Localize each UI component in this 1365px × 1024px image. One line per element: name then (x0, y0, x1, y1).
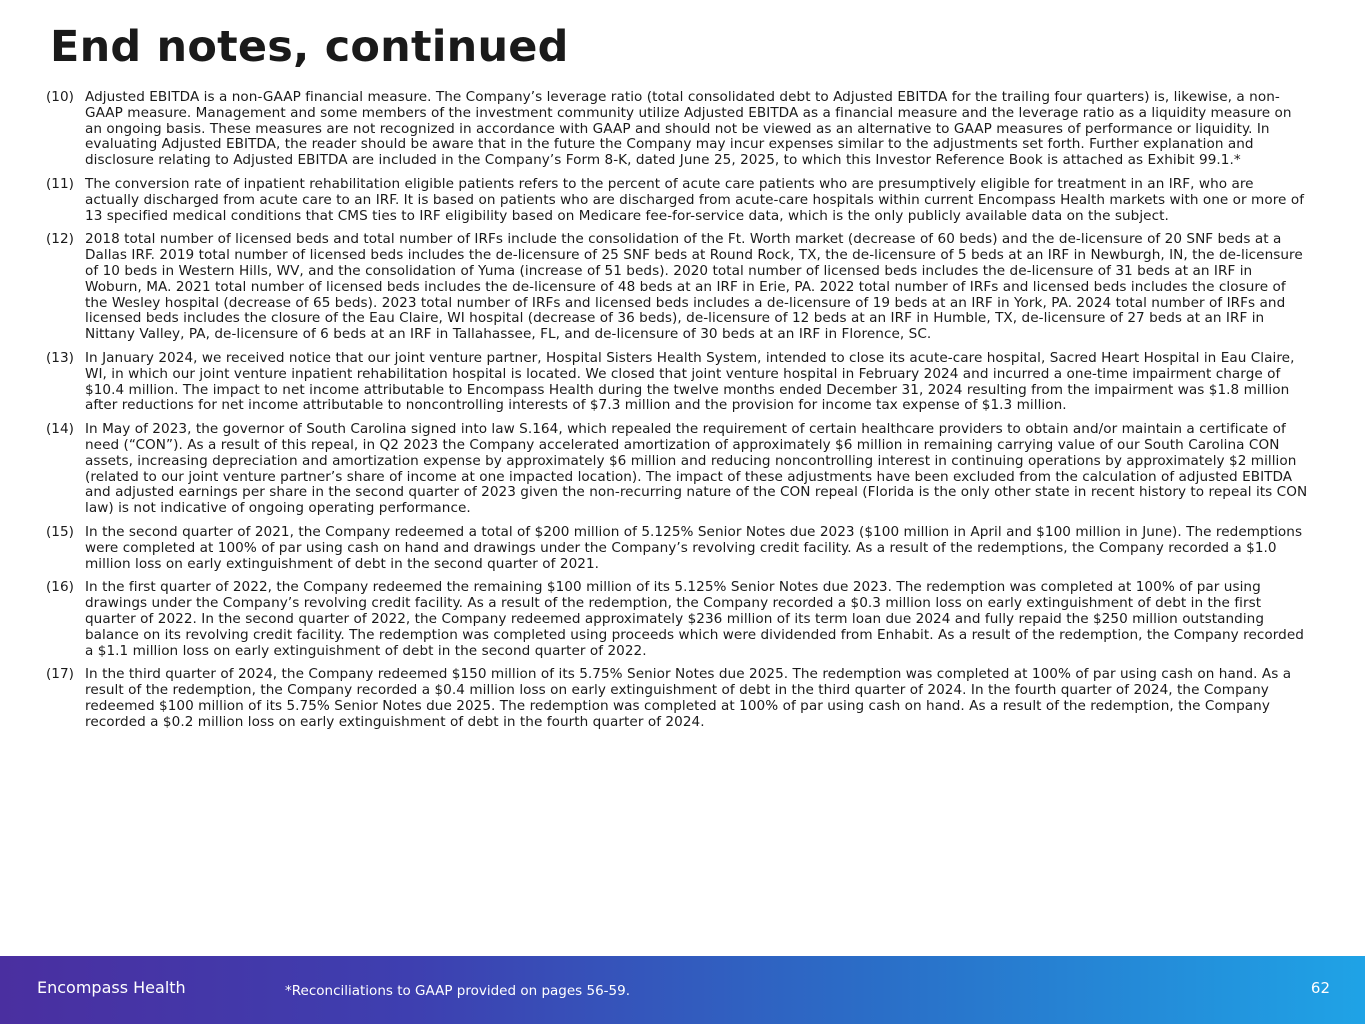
note-text: Adjusted EBITDA is a non-GAAP financial measure. The Company’s leverage ratio (total consolidated debt to Adjusted EBITDA for the trailing four quarters) is, likewise, a non-GAAP measure. Management and some members of the investment community utilize Adjusted EBITDA as a financial measure and the leverage ratio as a liquidity measure on an ongoing basis. These measures are not recognized in accordance with GAAP and should not be viewed as an alternative to GAAP measures of performance or liquidity. In evaluating Adjusted EBITDA, the reader should be aware that in the future the Company may incur expenses similar to the adjustments set forth. Further explanation and disclosure relating to Adjusted EBITDA are included in the Company’s Form 8-K, dated June 25, 2025, to which this Investor Reference Book is attached as Exhibit 99.1.* (85, 89, 1292, 169)
note-number: (12) (46, 231, 74, 248)
note-text: The conversion rate of inpatient rehabilitation eligible patients refers to the percent of acute care patients who are presumptively eligible for treatment in an IRF, who are actually discharged from acute care to an IRF. It is based on patients who are discharged from acute-care hospitals within current Encompass Health markets with one or more of 13 specified medical conditions that CMS ties to IRF eligibility based on Medicare fee-for-service data, which is the only publicly available data on the subject. (85, 175, 1305, 224)
note-number: (10) (46, 89, 74, 105)
note-text: In the second quarter of 2021, the Company redeemed a total of $200 million of 5.125% Senior Notes due 2023 ($100 million in April and $100 million in June). The redemptions were completed at 100% of par using cash on hand and drawings under the Company’s revolving credit facility. As a result of the redemptions, the Company recorded a $1.0 million loss on early extinguishment of debt in the second quarter of 2021. (85, 523, 1303, 572)
end-notes-list (46, 90, 1312, 738)
end-note-16 (46, 580, 1312, 659)
brand-name: Encompass Health (37, 978, 186, 997)
end-note-15 (46, 525, 1312, 572)
note-text: In the first quarter of 2022, the Company redeemed the remaining $100 million of its 5.125% Senior Notes due 2023. The redemption was completed at 100% of par using drawings under the Company’s revolving credit facility. As a result of the redemption, the Company recorded a $0.3 million loss on early extinguishment of debt in the first quarter of 2022. In the second quarter of 2022, the Company redeemed approximately $236 million of its term loan due 2024 and fully repaid the $250 million outstanding balance on its revolving credit facility. The redemption was completed using proceeds which were dividended from Enhabit. As a result of the redemption, the Company recorded a $1.1 million loss on early extinguishment of debt in the second quarter of 2022. (85, 579, 1304, 659)
note-number: (11) (46, 175, 74, 192)
page-number: 62 (1310, 979, 1330, 997)
end-note-17 (46, 667, 1312, 730)
note-number: (15) (46, 523, 74, 540)
note-number: (13) (46, 349, 74, 366)
note-text: In May of 2023, the governor of South Carolina signed into law S.164, which repealed the requirement of certain healthcare providers to obtain and/or maintain a certificate of need (“CON”). As a result of this repeal, in Q2 2023 the Company accelerated amortization of approximately $6 million in remaining carrying value of our South Carolina CON assets, increasing depreciation and amortization expense by approximately $6 million and reducing noncontrolling interest in continuing operations by approximately $2 million (related to our joint venture partner’s share of income at one impacted location). The impact of these adjustments have been excluded from the calculation of adjusted EBITDA and adjusted earnings per share in the second quarter of 2023 given the non-recurring nature of the CON repeal (Florida is the only other state in recent history to repeal its CON law) is not indicative of ongoing operating performance. (85, 421, 1308, 517)
note-number: (16) (46, 579, 74, 596)
note-number: (17) (46, 666, 74, 683)
end-note-11 (46, 177, 1312, 224)
gaap-footnote: *Reconciliations to GAAP provided on pages 56-59. (285, 983, 631, 999)
end-note-13 (46, 351, 1312, 414)
note-number: (14) (46, 421, 74, 438)
end-note-10 (46, 90, 1312, 169)
note-text: In January 2024, we received notice that our joint venture partner, Hospital Sisters Health System, intended to close its acute-care hospital, Sacred Heart Hospital in Eau Claire, WI, in which our joint venture inpatient rehabilitation hospital is located. We closed that joint venture hospital in February 2024 and incurred a one-time impairment charge of $10.4 million. The impact to net income attributable to Encompass Health during the twelve months ended December 31, 2024 resulting from the impairment was $1.8 million after reductions for net income attributable to noncontrolling interests of $7.3 million and the provision for income tax expense of $1.3 million. (85, 349, 1295, 414)
page-title: End notes, continued (50, 22, 569, 72)
note-text: 2018 total number of licensed beds and total number of IRFs include the consolidation of the Ft. Worth market (decrease of 60 beds) and the de-licensure of 20 SNF beds at a Dallas IRF. 2019 total number of licensed beds includes the de-licensure of 25 SNF beds at Round Rock, TX, the de-licensure of 5 beds at an IRF in Newburgh, IN, the de-licensure of 10 beds in Western Hills, WV, and the consolidation of Yuma (increase of 51 beds). 2020 total number of licensed beds includes the de-licensure of 31 beds at an IRF in Woburn, MA. 2021 total number of licensed beds includes the de-licensure of 48 beds at an IRF in Erie, PA. 2022 total number of IRFs and licensed beds includes the closure of the Wesley hospital (decrease of 65 beds). 2023 total number of IRFs and licensed beds includes a de-licensure of 19 beds at an IRF in York, PA. 2024 total number of IRFs and licensed beds includes the closure of the Eau Claire, WI hospital (decrease of 36 beds), de-licensure of 12 beds at an IRF in Humble, TX, de-licensure of 27 beds at an IRF in Nittany Valley, PA, de-licensure of 6 beds at an IRF in Tallahassee, FL, and de-licensure of 30 beds at an IRF in Florence, SC. (85, 231, 1303, 343)
end-note-14 (46, 422, 1312, 517)
note-text: In the third quarter of 2024, the Company redeemed $150 million of its 5.75% Senior Notes due 2025. The redemption was completed at 100% of par using cash on hand. As a result of the redemption, the Company recorded a $0.4 million loss on early extinguishment of debt in the third quarter of 2024. In the fourth quarter of 2024, the Company redeemed $100 million of its 5.75% Senior Notes due 2025. The redemption was completed at 100% of par using cash on hand. As a result of the redemption, the Company recorded a $0.2 million loss on early extinguishment of debt in the fourth quarter of 2024. (85, 666, 1292, 730)
footer-bar (0, 956, 1365, 1024)
end-note-12 (46, 232, 1312, 343)
